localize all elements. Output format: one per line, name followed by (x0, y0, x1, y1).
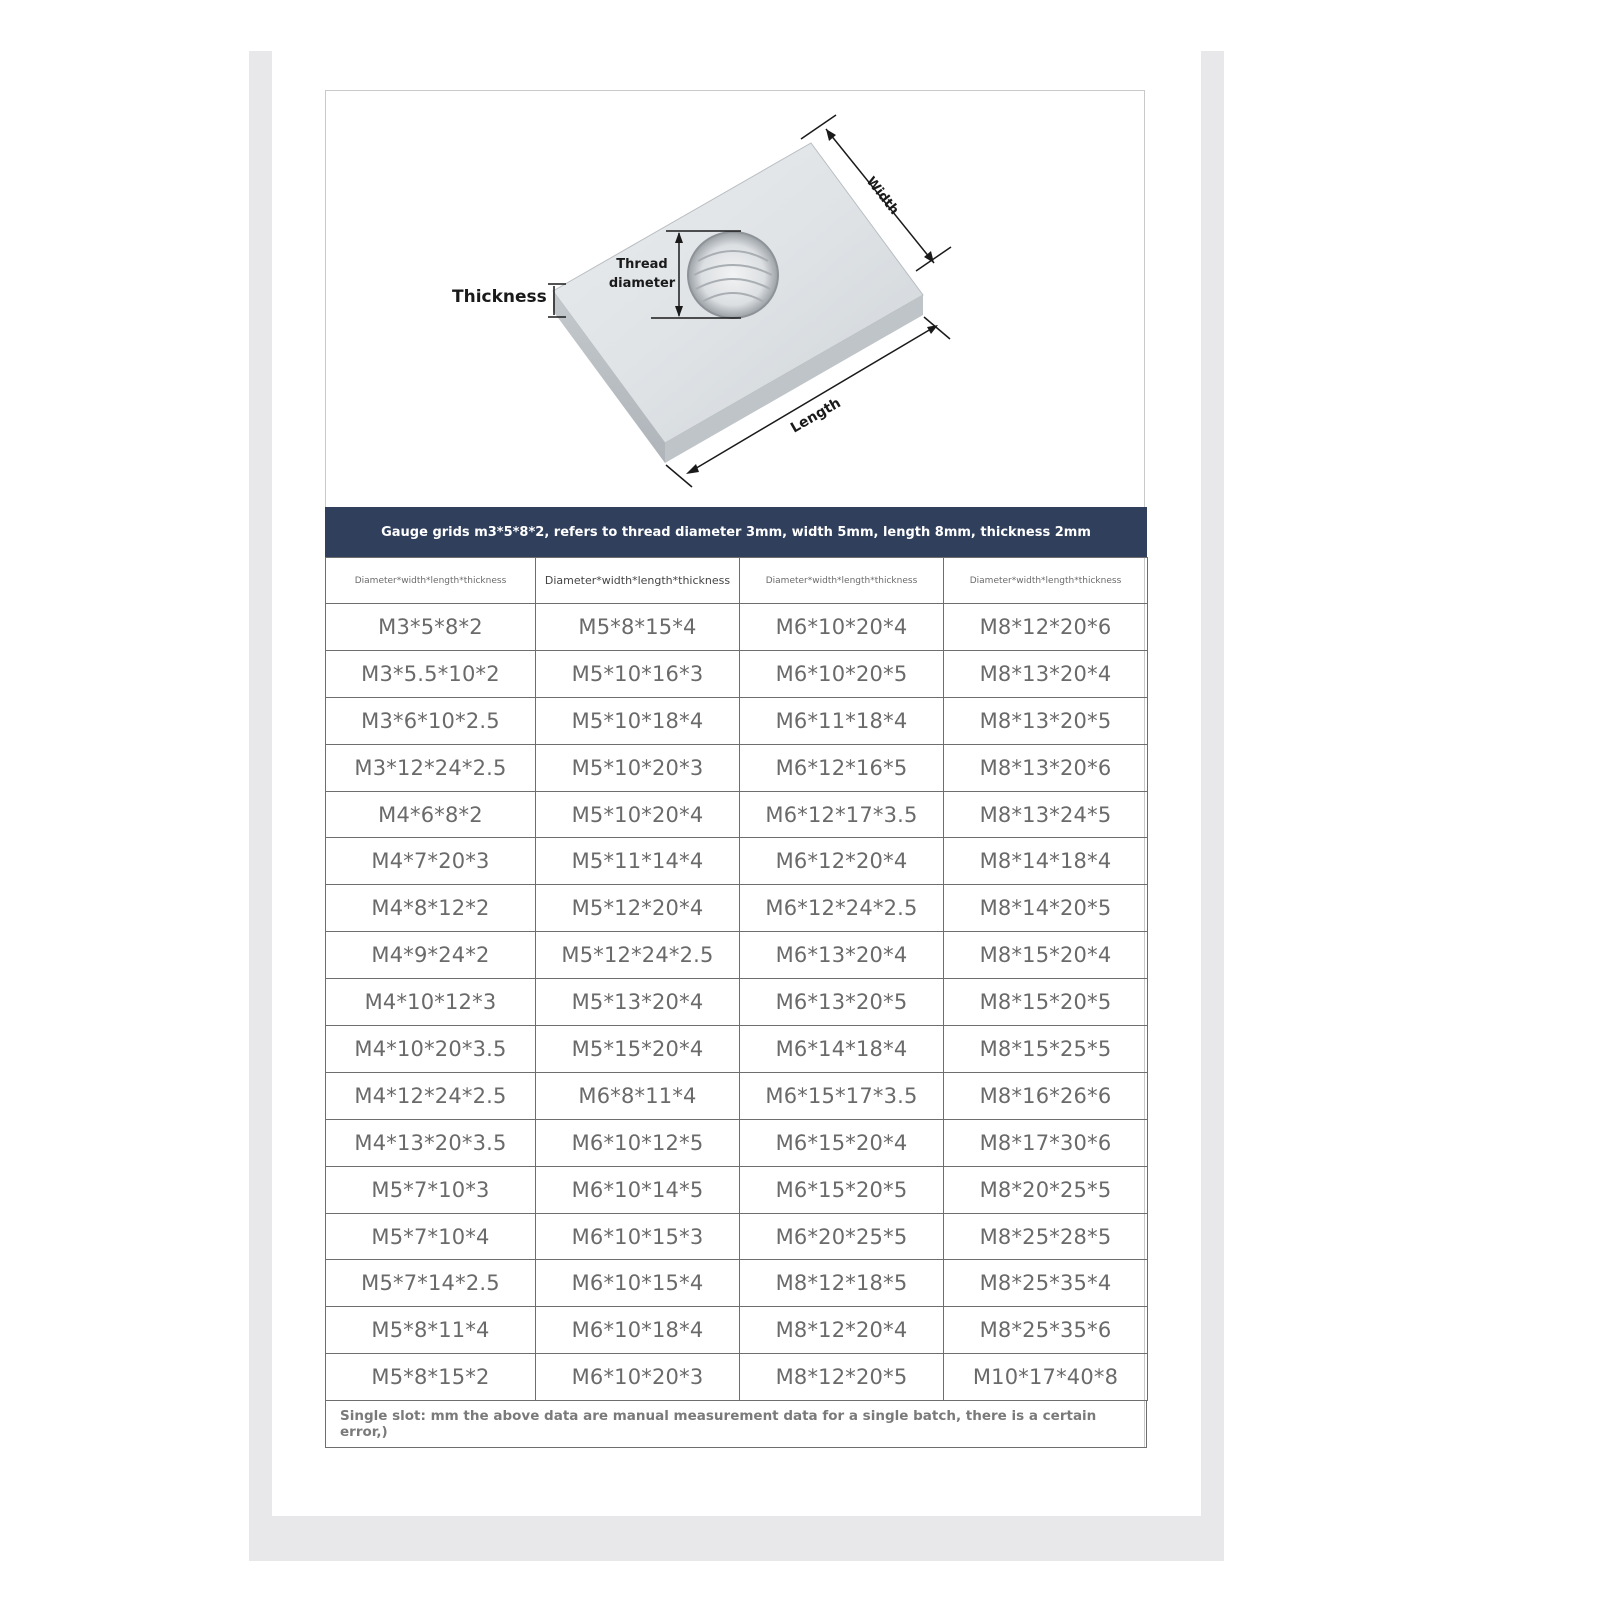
gauge-banner: Gauge grids m3*5*8*2, refers to thread diameter 3mm, width 5mm, length 8mm, thickness 2mm (325, 507, 1147, 557)
table-cell: M8*12*18*5 (740, 1260, 944, 1307)
column-header: Diameter*width*length*thickness (326, 558, 536, 604)
table-cell: M3*5.5*10*2 (326, 650, 536, 697)
table-row (326, 791, 1148, 838)
table-row (326, 932, 1148, 979)
table-cell: M5*8*11*4 (326, 1307, 536, 1354)
table-cell: M8*15*20*4 (944, 932, 1148, 979)
table-cell: M4*13*20*3.5 (326, 1119, 536, 1166)
table-cell: M6*15*20*4 (740, 1119, 944, 1166)
table-cell: M8*14*18*4 (944, 838, 1148, 885)
table-cell: M5*7*14*2.5 (326, 1260, 536, 1307)
table-row (326, 1166, 1148, 1213)
table-cell: M8*14*20*5 (944, 885, 1148, 932)
table-cell: M8*12*20*6 (944, 604, 1148, 651)
table-header-row (326, 558, 1148, 604)
table-cell: M5*8*15*2 (326, 1354, 536, 1401)
table-row (326, 885, 1148, 932)
table-cell: M6*10*20*5 (740, 650, 944, 697)
table-cell: M3*6*10*2.5 (326, 697, 536, 744)
table-cell: M4*6*8*2 (326, 791, 536, 838)
footnote: Single slot: mm the above data are manual measurement data for a single batch, there is a certain error,) (325, 1401, 1147, 1448)
table-cell: M8*15*20*5 (944, 979, 1148, 1026)
table-cell: M8*25*28*5 (944, 1213, 1148, 1260)
table-cell: M5*12*20*4 (536, 885, 740, 932)
table-cell: M5*10*20*4 (536, 791, 740, 838)
table-cell: M8*13*20*6 (944, 744, 1148, 791)
table-cell: M6*13*20*5 (740, 979, 944, 1026)
nut-diagram (326, 91, 1146, 507)
column-header: Diameter*width*length*thickness (740, 558, 944, 604)
table-cell: M8*25*35*6 (944, 1307, 1148, 1354)
table-cell: M4*12*24*2.5 (326, 1072, 536, 1119)
table-cell: M8*17*30*6 (944, 1119, 1148, 1166)
spec-card (325, 90, 1145, 1448)
table-row (326, 1354, 1148, 1401)
table-cell: M8*13*24*5 (944, 791, 1148, 838)
table-row (326, 744, 1148, 791)
column-header: Diameter*width*length*thickness (944, 558, 1148, 604)
table-cell: M8*25*35*4 (944, 1260, 1148, 1307)
table-cell: M6*10*15*3 (536, 1213, 740, 1260)
table-row (326, 1026, 1148, 1073)
column-header: Diameter*width*length*thickness (536, 558, 740, 604)
spec-table (325, 557, 1148, 1401)
table-cell: M8*13*20*5 (944, 697, 1148, 744)
table-cell: M6*10*18*4 (536, 1307, 740, 1354)
table-cell: M3*5*8*2 (326, 604, 536, 651)
width-label: Width (862, 174, 902, 218)
table-cell: M6*8*11*4 (536, 1072, 740, 1119)
table-row (326, 979, 1148, 1026)
table-cell: M6*15*20*5 (740, 1166, 944, 1213)
table-cell: M6*10*20*4 (740, 604, 944, 651)
table-cell: M4*9*24*2 (326, 932, 536, 979)
table-cell: M6*11*18*4 (740, 697, 944, 744)
table-cell: M4*10*12*3 (326, 979, 536, 1026)
table-cell: M8*20*25*5 (944, 1166, 1148, 1213)
table-row (326, 650, 1148, 697)
square-nut (553, 143, 923, 463)
table-row (326, 1072, 1148, 1119)
nut-diagram-svg (326, 91, 1146, 507)
table-row (326, 1307, 1148, 1354)
table-cell: M6*13*20*4 (740, 932, 944, 979)
table-row (326, 1213, 1148, 1260)
table-cell: M5*7*10*4 (326, 1213, 536, 1260)
table-cell: M5*12*24*2.5 (536, 932, 740, 979)
table-cell: M10*17*40*8 (944, 1354, 1148, 1401)
table-cell: M5*7*10*3 (326, 1166, 536, 1213)
thread-label-line1: Thread (616, 257, 668, 272)
table-cell: M8*12*20*5 (740, 1354, 944, 1401)
table-cell: M5*10*18*4 (536, 697, 740, 744)
table-cell: M3*12*24*2.5 (326, 744, 536, 791)
table-cell: M6*10*20*3 (536, 1354, 740, 1401)
table-cell: M6*12*20*4 (740, 838, 944, 885)
table-cell: M4*10*20*3.5 (326, 1026, 536, 1073)
table-cell: M5*13*20*4 (536, 979, 740, 1026)
table-cell: M5*10*20*3 (536, 744, 740, 791)
thread-label-line2: diameter (608, 276, 676, 291)
table-cell: M6*20*25*5 (740, 1213, 944, 1260)
table-cell: M5*10*16*3 (536, 650, 740, 697)
table-cell: M6*10*15*4 (536, 1260, 740, 1307)
table-cell: M5*11*14*4 (536, 838, 740, 885)
table-cell: M6*12*16*5 (740, 744, 944, 791)
table-cell: M6*10*14*5 (536, 1166, 740, 1213)
table-cell: M8*12*20*4 (740, 1307, 944, 1354)
table-cell: M6*12*24*2.5 (740, 885, 944, 932)
table-row (326, 1260, 1148, 1307)
thickness-label: Thickness (452, 287, 547, 307)
length-label: Length (788, 395, 844, 437)
table-cell: M5*15*20*4 (536, 1026, 740, 1073)
table-cell: M6*10*12*5 (536, 1119, 740, 1166)
table-cell: M4*7*20*3 (326, 838, 536, 885)
table-cell: M8*16*26*6 (944, 1072, 1148, 1119)
table-row (326, 838, 1148, 885)
table-row (326, 604, 1148, 651)
table-cell: M8*13*20*4 (944, 650, 1148, 697)
table-cell: M8*15*25*5 (944, 1026, 1148, 1073)
table-cell: M5*8*15*4 (536, 604, 740, 651)
table-cell: M6*12*17*3.5 (740, 791, 944, 838)
table-cell: M4*8*12*2 (326, 885, 536, 932)
table-cell: M6*14*18*4 (740, 1026, 944, 1073)
table-cell: M6*15*17*3.5 (740, 1072, 944, 1119)
table-row (326, 1119, 1148, 1166)
table-row (326, 697, 1148, 744)
